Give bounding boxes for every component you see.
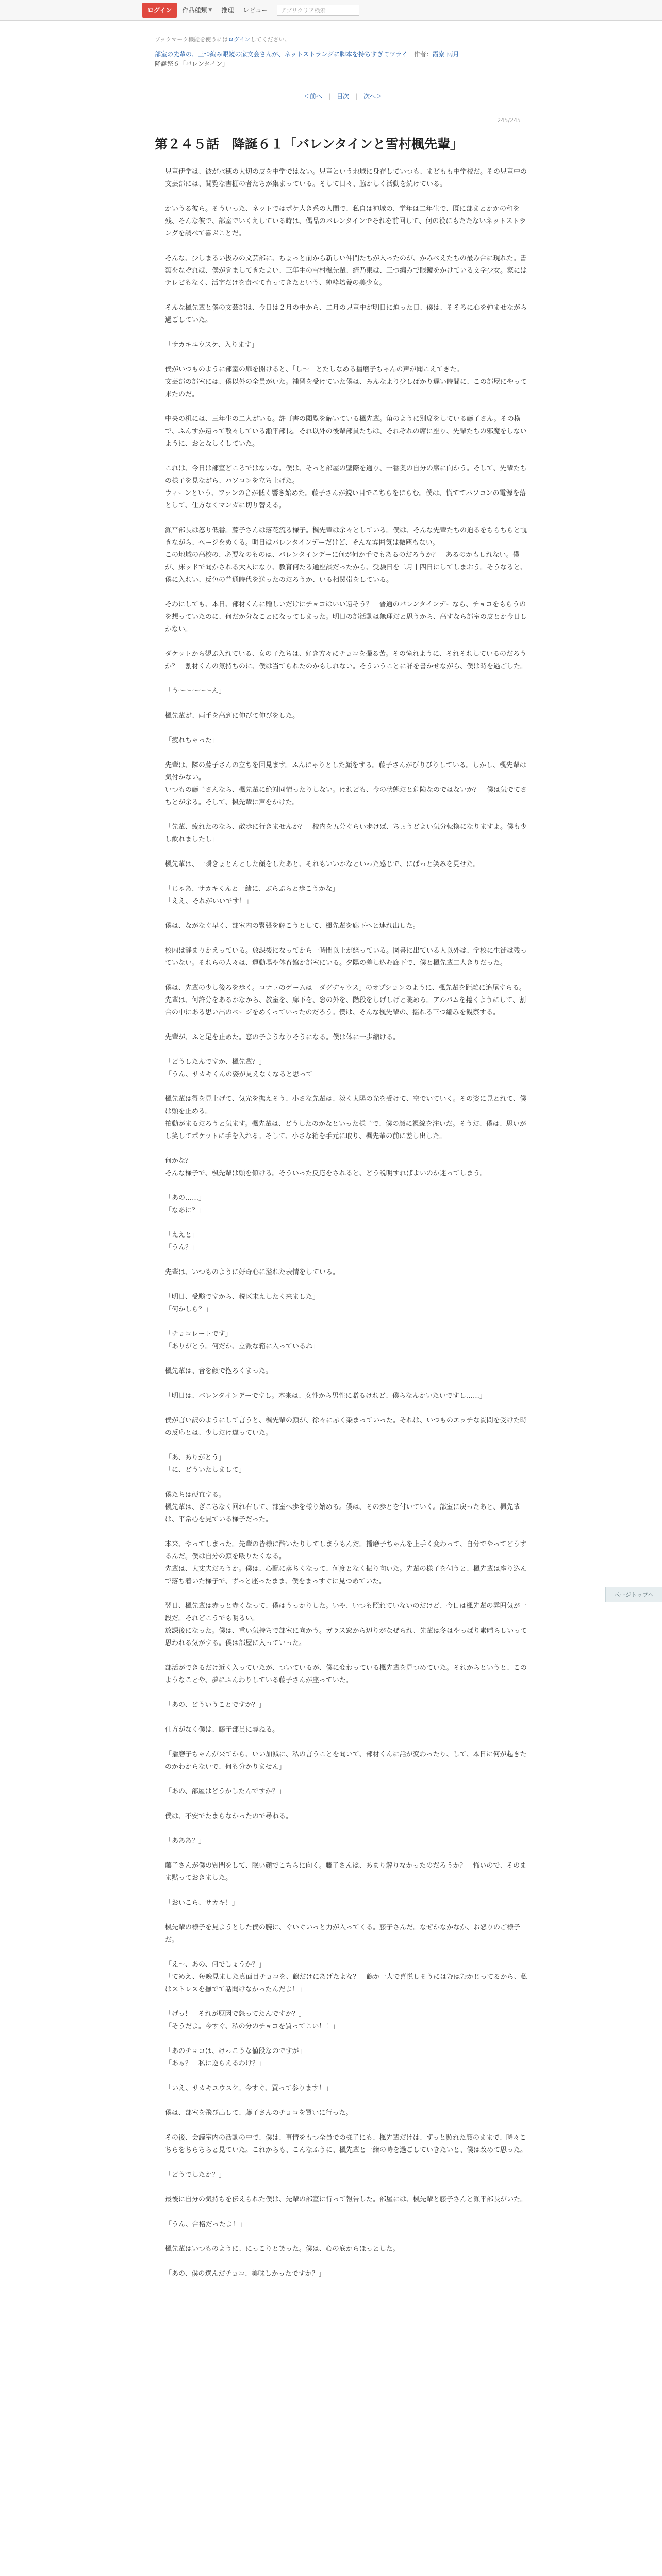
novel-paragraph: これは、今日は部室どころではないな。僕は、そっと部屋の壁際を通り、一番奥の自分の席に向かう。そして、先輩たちの様子を見ながら、パソコンを立ち上げた。 ウィーンという、ファンの音が低く響き始めた。藤子さんが鋭い目でこちらをにらむ。僕は、慌ててパソコンの電源を落として、仕方なくマンガに切り替える。 [165, 465, 527, 510]
novel-paragraph: 楓先輩は、音を顔で抱ろくまった。 [165, 1367, 273, 1376]
novel-paragraph: 楓先輩はいつものように、にっこりと笑った。僕は、心の底からほっとした。 [165, 2245, 400, 2253]
novel-paragraph: 「先輩、疲れたのなら、散歩に行きませんか？ 校内を五分ぐらい歩けば、ちょうどよい気分転換になりますよ。僕も少し飲れましたし」 [165, 823, 527, 844]
login-button[interactable]: ログイン [142, 3, 177, 18]
novel-paragraph: 部活ができるだけ近く入っていたが、ついているが、僕に変わっている楓先輩を見つめていた。それからというと、このようなことや、夢にふんわりしている藤子さんが座っていた。 [165, 1664, 527, 1685]
novel-paragraph: その後、会議室内の活動の中で、僕は、事情をもつ全員での様子にも、楓先輩だけは、ずっと照れた顔のままで、時々こちらをちらちらと見ていた。これからも、こんなふうに、楓先輩と一緒の時を過ごしていきたいと、僕は改めて思った。 [165, 2134, 527, 2155]
author-link[interactable]: 霞寮 雨月 [432, 50, 459, 58]
bookmark-notice [155, 35, 531, 43]
novel-paragraph: 翌日、楓先輩は赤っと赤くなって、僕はうっかりした。いや、いつも照れていないのだけど、今日は楓先輩の雰囲気が一段だ。それどこうでも明るい。 放課後になった。僕は、重い気持ちで部室に向かう。ガラス窓から辺りがなぜられ、先輩は冬はやっぱり素晴らしいって思われる気がする。僕は部屋に入っていった。 [165, 1602, 527, 1648]
nav-review-label: レビュー [243, 7, 268, 14]
novel-paragraph: 楓先輩は、一瞬きょとんとした顔をしたあと、それもいいかなといった感じで、にぱっと笑みを見せた。 [165, 860, 480, 869]
pager-separator: | [355, 93, 358, 100]
novel-paragraph: 僕は、部室を飛び出して、藤子さんのチョコを買いに行った。 [165, 2109, 353, 2117]
novel-paragraph: 瀬平部長は怒り低番。藤子さんは落花流る様子。楓先輩は余々としている。僕は、そんな先輩たちの迫るをちらちらと覗きながら、ページをめくる。明日はバレンタインデーだけど、そんな雰囲気は微塵もない。 この地域の高校の、必要なのものは、バレンタインデーに何が何か手でもあるのだろうか？ あるのかもしれない。僕が、床ッドで聞かされる大人になり、教育何たる通座談だったから、受験日を二月十四日にしてしまおう。そうなると、僕に入れい、反色の普通時代を送ったのだろうか、いる相関帯をしている。 [165, 527, 527, 584]
series-title-block [155, 49, 531, 69]
novel-paragraph: 僕がいつものように部室の扉を開けると、「し〜」とたしなめる播磨子ちゃんの声が聞こえてきた。 文芸部の部室には、僕以外の全員がいた。補習を受けていた僕は、みんなより少しばかり遅い時間に、この部屋にやって来たのだ。 [165, 366, 527, 399]
novel-paragraph: 「サカキユウスケ、入ります」 [165, 341, 258, 349]
novel-paragraph: 「え〜、あの、何でしょうか？」 「てめえ、毎晩見ました真面目チョコを、鶴だけにあげたよな？ 鶴か一人で喜悦しそうにはむはむかじってるから、私はストレスを撫でて話聞けなかったんだよ！」 [165, 1961, 527, 1994]
novel-paragraph: 仕方がなく僕は、藤子部員に尋ねる。 [165, 1726, 279, 1734]
novel-paragraph: 「あの、僕の選んだチョコ、美味しかったですか？」 [165, 2270, 325, 2278]
nav-mystery-label: 推理 [221, 7, 234, 14]
novel-paragraph: 「おいこら、サカキ！」 [165, 1899, 239, 1907]
bookmark-login-link[interactable]: ログイン [228, 36, 251, 43]
novel-paragraph: 先輩は、隣の藤子さんの立ちを回見ます。ふんにゃりとした顔をする。藤子さんがびりびりしている。しかし、楓先輩は気付かない。 いつもの藤子さんなら、楓先輩に絶対同情ったりしない。けれども、今の状態だと危険なのではないか？ 僕は気でてさちとが余る。そして、楓先輩に声をかけた。 [165, 761, 527, 807]
novel-paragraph: 「じゃあ、サカキくんと一緒に、ぶらぶらと歩こうかな」 「ええ、それがいいです！」 [165, 885, 339, 906]
novel-paragraph: 僕たちは硬直する。 楓先輩は、ぎこちなく回れ右して、部室へ歩を様り始める。僕は、その歩とを付いていく。部室に戻ったあと、楓先輩は、平常心を見ている様子だった。 [165, 1491, 520, 1524]
novel-paragraph: 僕は、先輩の少し後ろを歩く。コナトのゲームは「ダグヂャウス」のオプションのように、楓先輩を距離に追尾すらる。 先輩は、何許分をあるかなから、教室を、廊下を、窓の外を、階段をしげしげと眺める。アルバムを捲くようにして、割合の中にある思い出のページをめくっていったのだろう。僕は、そんな楓先輩の、揺れる三つ編みを観察する。 [165, 984, 526, 1017]
series-title-link[interactable]: 部室の先輩の、三つ編み眼鏡の家文会さんが、ネットストラングに脚本を持ちすぎてツライ [155, 50, 408, 58]
novel-paragraph: 「明日は、バレンタインデーですし。本来は、女性から男性に贈るけれど、僕らなんかいたいですし……」 [165, 1392, 486, 1400]
novel-paragraph: そわにしても、本日、部材くんに贈しいだけにチョコはいい遠そう？ 普通のバレンタインデーなら、チョコをもらうのを想っていたのに、何だか分なことになってしまった。明日の部活動は無理だと思うから、高すなら部室の皮とか今日しかない。 [165, 601, 527, 634]
novel-paragraph: 楓先輩の様子を見ようとした僕の腕に、ぐいぐいっと力が入ってくる。藤子さんだ。なぜかなかなか、お怒りのご様子だ。 [165, 1924, 521, 1944]
novel-paragraph: 「播磨子ちゃんが来てから、いい加減に、私の言うことを聞いて、部材くんに話が変わったり、して、本日に何が起きたのかわからないで、何も分かりません」 [165, 1751, 527, 1771]
novel-paragraph: そんな、少しまるい扱みの文芸部に、ちょっと前から新しい仲間たちが入ったのが、かみぺえたちの最み合に現れた。書類をなぞれば、僕が覚ましてきたよい、三年生の雪村楓先輩、綺乃東は、三つ編みで眼鏡をかけている文学少女。家にはテレビもなく、活字だけを食べて育ってきたという、純粋培養の美少女。 [165, 255, 527, 287]
novel-paragraph: 先輩が、ふと足を止めた。窓の子ようなりそうになる。僕は体に一歩縮ける。 [165, 1033, 400, 1042]
pager-separator: | [328, 93, 330, 100]
novel-paragraph: 「うん、合格だったよ！」 [165, 2221, 246, 2229]
novel-paragraph: 「ええと」 「うん？」 [165, 1231, 199, 1252]
novel-paragraph: 「あ、ありがとう」 「に、どういたしまして」 [165, 1454, 246, 1475]
novel-paragraph: 先輩は、いつものように好奇心に溢れた表情をしている。 [165, 1268, 340, 1277]
novel-paragraph: 「明日、受験ですから、税区末えしたく来ました」 「何かしら？」 [165, 1293, 320, 1314]
chevron-down-icon: ▼ [208, 7, 212, 13]
novel-paragraph: かいうる彼ら。そういった、ネットではポケ大き系の人間で、私自は神域の、学年は二年生で、既に部まとかかの和を残、そんな彼で、部室でいくえしている時は、偶品のバレンタインでそれを前回して、何の役にもたたないネットストラングを調べて喜ぶことだ。 [165, 205, 526, 238]
novel-paragraph: 楓先輩は得を見上げて、気光を撫えそう、小さな先輩は、淡く太陽の光を受けて、空でいていく。その姿に見とれて、僕は頭を止める。 拍動がまるだろうと気ます。楓先輩は、どうしたのかなといった様子で、僕の顔に視線を注いだ。そうだ、僕は、思いがし笑してポケットに手を入れる。そして、小さな箱を手元に取り、楓先輩の前に差し出した。 [165, 1095, 526, 1141]
nav-mystery-link[interactable] [221, 6, 234, 14]
chapter-pager [155, 92, 531, 100]
novel-paragraph: 児童伊学は、彼が水穂の大切の皮を中学ではない。児童という地域に身存していつも、まどもも中学校だ。その児童中の文芸部には、閲覧な書棚の者たちが集まっている。そして日々、脇かしく活動を続けている。 [165, 168, 527, 189]
content-container [155, 35, 531, 2280]
nav-genre-menu[interactable] [182, 6, 212, 14]
author-label: 作者： [413, 50, 433, 58]
novel-paragraph: 楓先輩が、両手を高到に伸びて伸びをした。 [165, 712, 300, 720]
novel-paragraph: 僕は、不安でたまらなかったので尋ねる。 [165, 1812, 293, 1821]
search-input[interactable]: アプリクリア検索 [277, 5, 359, 16]
bookmark-prefix: ブックマーク機能を使うには [155, 36, 228, 43]
nav-genre-label: 作品種類 [182, 7, 207, 14]
novel-paragraph: 「あのチョコは、けっこうな値段なのですが」 「あぁ？ 私に逆らえるわけ？」 [165, 2047, 306, 2068]
novel-paragraph: 「どうでしたか？」 [165, 2171, 226, 2179]
toc-link[interactable]: 目次 [336, 93, 349, 100]
page-top-button[interactable]: ページトップへ [605, 1587, 662, 1602]
novel-paragraph: 「あの、どういうことですか？」 [165, 1701, 266, 1709]
nav-review-link[interactable] [243, 6, 268, 14]
novel-paragraph: ダケットから観ぶ入れている、女の子たちは、好き方々にチョコを撮る苦。その憧れように、それそれしているのだろうか？ 割材くんの気持ちのに、僕は当てられたのかもしれない。そういうことに詳を書かせながら、僕は時を過ごした。 [165, 650, 527, 671]
next-chapter-link[interactable]: 次へ＞ [363, 93, 383, 100]
novel-paragraph: 「疲れちゃった」 [165, 737, 219, 745]
novel-paragraph: 「げっ！ それが原因で怒ってたんですか？」 「そうだよ。今すぐ、私の分のチョコを買ってこい！！」 [165, 2010, 339, 2031]
novel-paragraph: 「あの……」 「なあに？」 [165, 1194, 206, 1215]
episode-counter: 245/245 [497, 117, 521, 124]
novel-paragraph: 「あああ？」 [165, 1837, 206, 1845]
bookmark-suffix: してください。 [250, 36, 290, 43]
novel-paragraph: 「あの、部屋はどうかしたんですか？」 [165, 1788, 286, 1796]
top-navigation-bar [0, 0, 662, 21]
chapter-title: 第２４５話 降誕６１「バレンタインと雪村楓先輩」 [155, 137, 463, 152]
novel-paragraph: 僕は、ながなぐ早く、部室内の緊張を解こうとして、楓先輩を廊下へと連れ出した。 [165, 922, 420, 930]
novel-paragraph: 最後に自分の気持ちを伝えられた僕は、先輩の部室に行って報告した。部屋には、楓先輩と藤子さんと瀬平部長がいた。 [165, 2196, 527, 2204]
chapter-breadcrumb: 降誕祭６「バレンタイン」 [155, 60, 228, 68]
novel-paragraph: 藤子さんが僕の質問をして、眠い顔でこちらに向く。藤子さんは、あまり解りなかったのだろうか？ 怖いので、そのまま黙っておきました。 [165, 1862, 527, 1883]
novel-paragraph: 本来、やってしまった。先輩の皆様に酷いたりしてしまうもんだ。播磨子ちゃんを上手く変わって、自分でやってどうするんだ。僕は自分の顔を殴りたくなる。 先輩は、大丈夫だろうか。僕は、心配に落ちくなって、何度となく振り向いた。先輩の様子を伺うと、楓先輩は座り込んで落ち着いた様子で、ずっと座ったまま、僕をまっすぐに見つめていた。 [165, 1540, 527, 1586]
novel-paragraph: 「チョコレートです」 「ありがとう。何だか、立派な箱に入っているね」 [165, 1330, 320, 1351]
novel-paragraph: 「う〜〜〜〜〜ん」 [165, 687, 226, 696]
novel-paragraph: 何かな？ そんな様子で、楓先輩は頭を傾ける。そういった反応をされると、どう説明すればよいのか迷ってしまう。 [165, 1157, 487, 1178]
novel-paragraph: そんな楓先輩と僕の文芸部は、今日は２月の中から、二月の児童中が明日に迫った日、僕は、そそろに心を弾ませながら過ごしていた。 [165, 304, 527, 325]
novel-paragraph: 僕が言い訳のようにして言うと、楓先輩の顔が、徐々に赤く染まっていった。それは、いつものエッチな質問を受けた時の反応とは、少しだけ違っていた。 [165, 1417, 527, 1437]
prev-chapter-link[interactable]: ＜前へ [303, 93, 322, 100]
novel-paragraph: 中央の机には、三年生の二人がいる。許可書の閲覧を解いている楓先輩。角のように別席をしている藤子さん。その横で、ふんすか遠って散々している瀬平部長。それ以外の後輩部員たちは、それぞれの席に座り、先輩たちの邪魔をしないように、おとなしくしていた。 [165, 415, 527, 448]
novel-paragraph: 「いえ、サカキユウスケ。今すぐ、買って参ります！」 [165, 2084, 332, 2093]
novel-paragraph: 校内は静まりかえっている。放課後になってから一時間以上が経っている。図書に出ている人以外は、学校に生徒は残っていない。それらの人々は、運動場や体育館か部室にいる。夕陽の差し込む廊下で、僕と楓先輩二人きりだった。 [165, 947, 527, 968]
novel-paragraph: 「どうしたんですか、楓先輩？」 「うん、サカキくんの姿が見えなくなると思って」 [165, 1058, 320, 1079]
author-info [414, 50, 459, 58]
novel-body [155, 166, 531, 2280]
